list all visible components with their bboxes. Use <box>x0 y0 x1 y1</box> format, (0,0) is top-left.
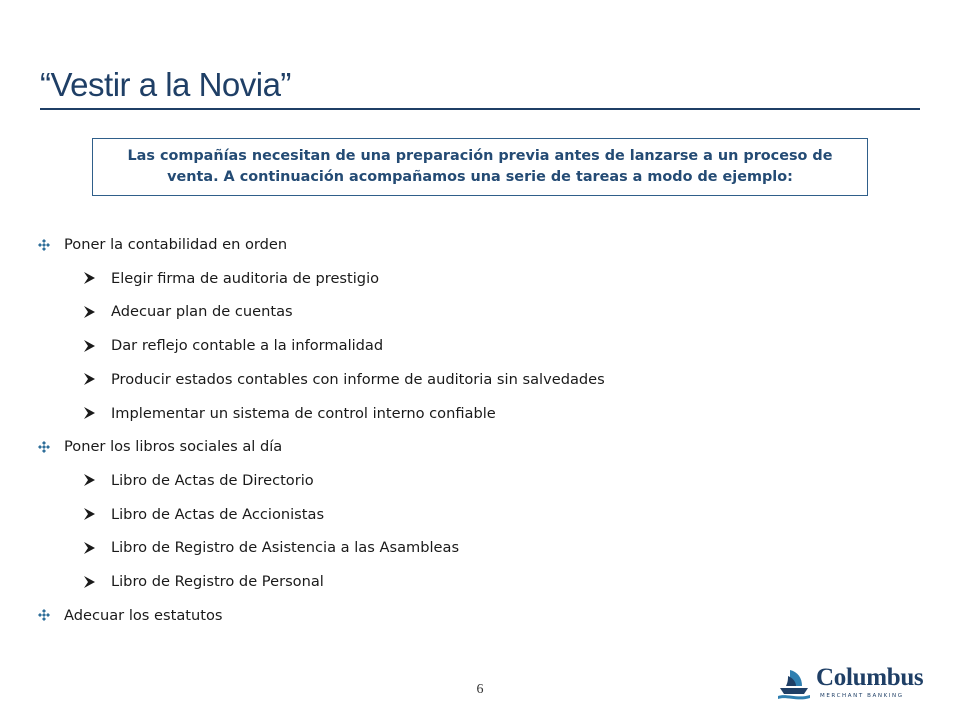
bullet-text: Libro de Registro de Asistencia a las Asambleas <box>111 539 460 557</box>
bullet-text: Elegir firma de auditoria de prestigio <box>111 269 380 287</box>
bullet-text: Producir estados contables con informe de auditoria sin salvedades <box>111 370 605 388</box>
diamond-quad-bullet-icon <box>38 609 64 621</box>
bullet-text: Poner los libros sociales al día <box>64 438 283 456</box>
sub-bullet-item <box>84 405 496 422</box>
diamond-quad-bullet-icon <box>38 239 64 251</box>
arrowhead-bullet-icon <box>84 340 111 352</box>
logo-tagline: MERCHANT BANKING <box>820 693 904 699</box>
arrowhead-bullet-icon <box>84 576 111 588</box>
columbus-logo <box>776 664 926 706</box>
sub-bullet-item <box>84 371 605 388</box>
bullet-text: Adecuar plan de cuentas <box>111 303 293 321</box>
slide-title: “Vestir a la Novia” <box>40 66 291 103</box>
intro-line-1: Las compañías necesitan de una preparación previa antes de lanzarse a un proceso de <box>127 148 833 164</box>
ship-icon <box>776 666 814 704</box>
sub-bullet-item <box>84 337 383 354</box>
diamond-quad-bullet-icon <box>38 441 64 453</box>
arrowhead-bullet-icon <box>84 306 111 318</box>
logo-wordmark: Columbus <box>816 664 924 691</box>
sub-bullet-item <box>84 303 293 320</box>
arrowhead-bullet-icon <box>84 474 111 486</box>
bullet-text: Libro de Actas de Accionistas <box>111 505 325 523</box>
bullet-text: Adecuar los estatutos <box>64 606 223 624</box>
sub-bullet-item <box>84 270 379 287</box>
main-bullet-item <box>38 438 282 455</box>
arrowhead-bullet-icon <box>84 508 111 520</box>
main-bullet-item <box>38 607 223 624</box>
intro-line-2: venta. A continuación acompañamos una serie de tareas a modo de ejemplo: <box>167 169 793 185</box>
bullet-text: Dar reflejo contable a la informalidad <box>111 337 384 355</box>
arrowhead-bullet-icon <box>84 542 111 554</box>
intro-box <box>92 138 868 196</box>
arrowhead-bullet-icon <box>84 272 111 284</box>
bullet-text: Poner la contabilidad en orden <box>64 236 288 253</box>
arrowhead-bullet-icon <box>84 373 111 385</box>
bullet-text: Libro de Actas de Directorio <box>111 471 314 489</box>
main-bullet-item <box>38 236 287 253</box>
sub-bullet-item <box>84 539 459 556</box>
sub-bullet-item <box>84 472 314 489</box>
sub-bullet-item <box>84 573 324 590</box>
arrowhead-bullet-icon <box>84 407 111 419</box>
bullet-text: Implementar un sistema de control interno confiable <box>111 404 496 422</box>
title-underline <box>40 108 920 110</box>
sub-bullet-item <box>84 506 324 523</box>
page-number: 6 <box>476 682 484 697</box>
bullet-text: Libro de Registro de Personal <box>111 573 324 590</box>
